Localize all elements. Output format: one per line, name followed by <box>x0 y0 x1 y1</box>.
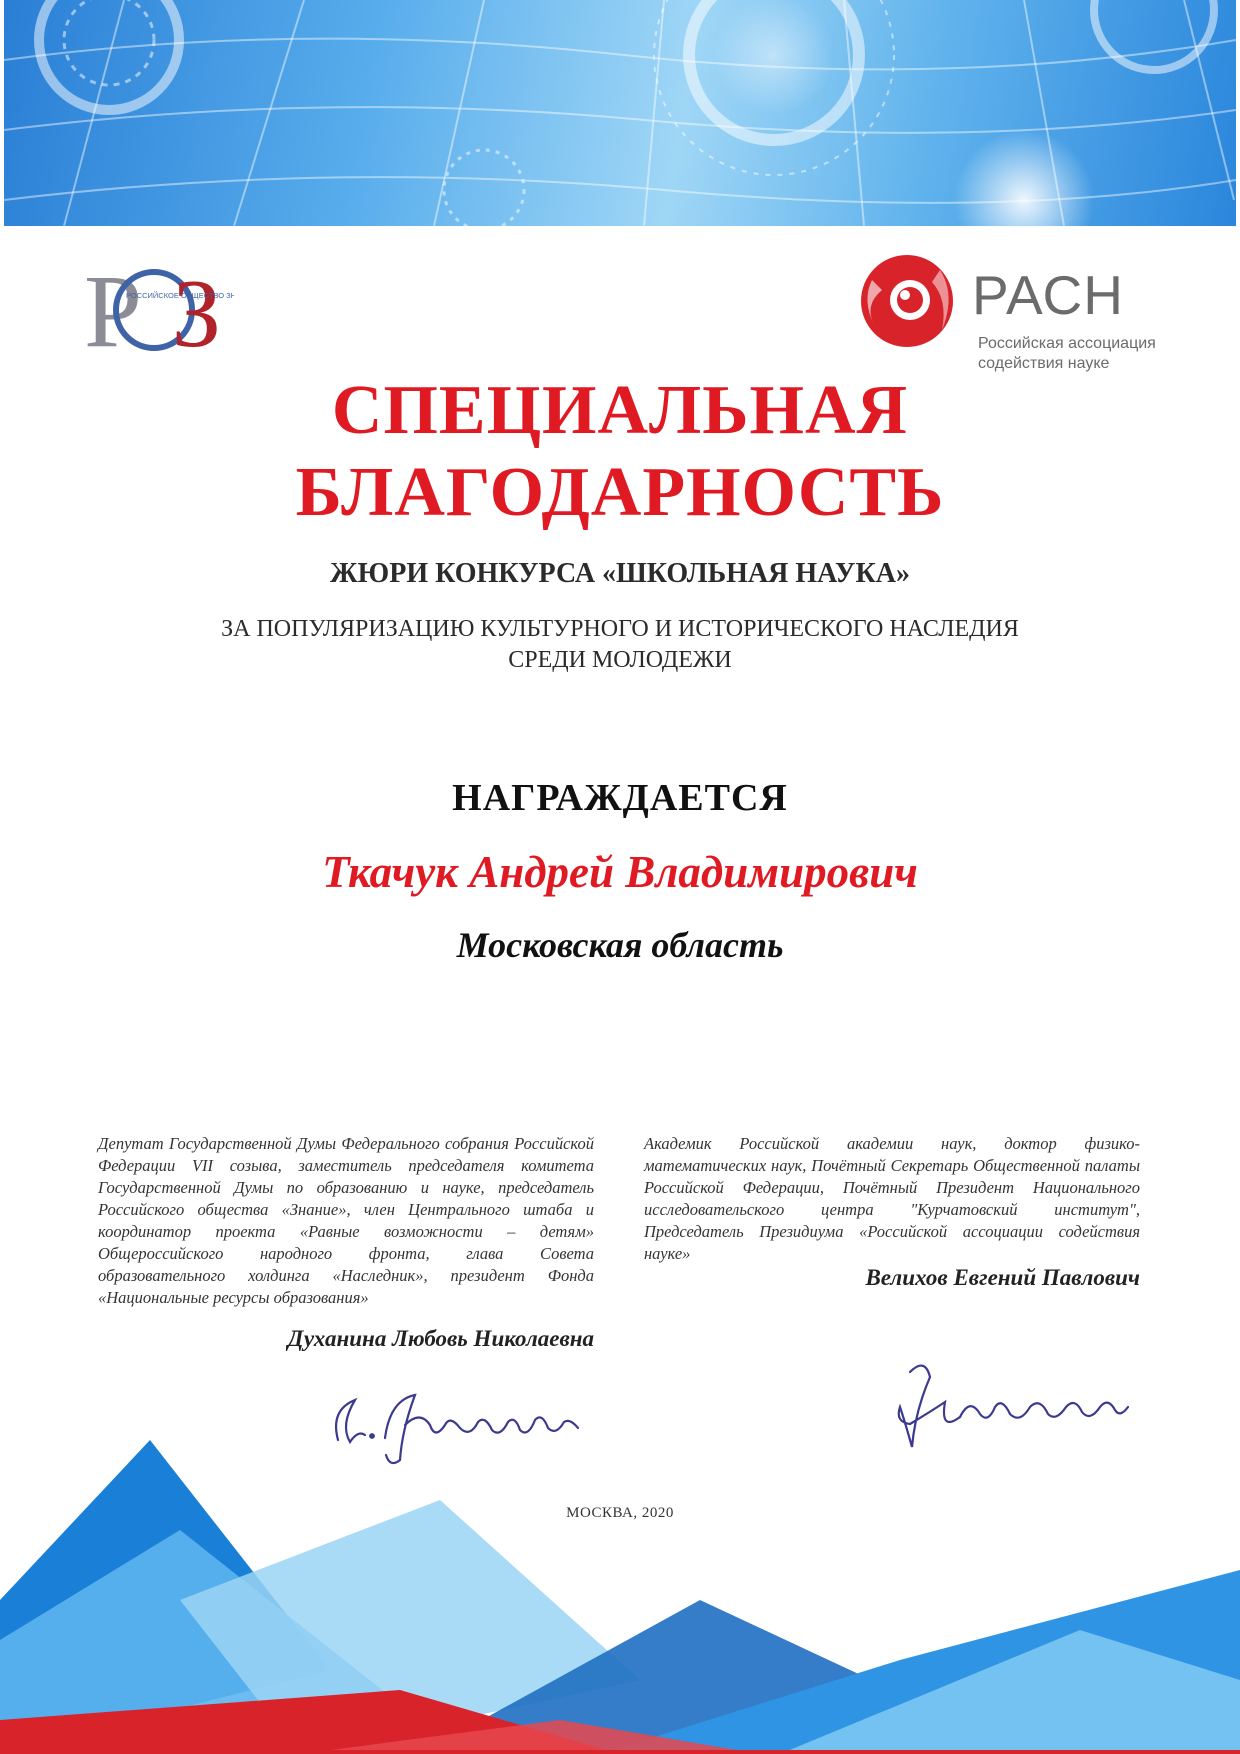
rasn-logo-emblem <box>852 250 962 352</box>
rasn-logo-name: РАСН <box>972 264 1124 326</box>
recipient-name: Ткачук Андрей Владимирович <box>322 847 918 897</box>
jury-heading: ЖЮРИ КОНКУРСА «ШКОЛЬНАЯ НАУКА» <box>330 558 910 589</box>
bottom-decoration <box>0 1420 1240 1754</box>
rasn-subtitle-line2: содействия науке <box>978 355 1110 372</box>
rasn-logo-subtitle <box>978 334 1198 374</box>
right-signatory-description: Академик Российской академии наук, доктор физико-математических наук, Почётный Секретарь Общественной палаты Российской Федерации, Почётный Президент Национального исследовательского центра "Курчатовский институт", Председатель Президиума «Российской ассоциации содействия науке» <box>644 1134 1140 1263</box>
certificate-title-line1: СПЕЦИАЛЬНАЯ <box>331 372 909 449</box>
rasn-subtitle-line1: Российская ассоциация <box>978 335 1156 352</box>
svg-text:Р: Р <box>84 262 142 356</box>
rozo-logo <box>84 262 234 356</box>
city-year: МОСКВА, 2020 <box>566 1505 674 1521</box>
rozo-logo-text: РОССИЙСКОЕ ОБЩЕСТВО ЗН <box>126 291 234 300</box>
recipient-region: Московская область <box>456 925 784 965</box>
certificate-title-line2: БЛАГОДАРНОСТЬ <box>295 454 945 531</box>
award-reason <box>100 614 1140 676</box>
award-reason-line2: СРЕДИ МОЛОДЕЖИ <box>508 647 732 673</box>
banner-graphic <box>4 0 1236 226</box>
svg-text:З: З <box>172 262 222 356</box>
award-reason-line1: ЗА ПОПУЛЯРИЗАЦИЮ КУЛЬТУРНОГО И ИСТОРИЧЕСКОГО НАСЛЕДИЯ <box>221 616 1019 642</box>
top-banner <box>4 0 1236 226</box>
left-signatory-description: Депутат Государственной Думы Федерального собрания Российской Федерации VII созыва, заместитель председателя комитета Государственной Думы по образованию и науке, председатель Российского общества «Знание», член Центрального штаба и координатор проекта «Равные возможности – детям» Общероссийского народного фронта, глава Совета образовательного холдинга «Наследник», президент Фонда «Национальные ресурсы образования» <box>98 1134 594 1307</box>
right-signatory-name: Велихов Евгений Павлович <box>865 1265 1140 1290</box>
left-signatory-name: Духанина Любовь Николаевна <box>287 1326 594 1351</box>
awarded-label: НАГРАЖДАЕТСЯ <box>452 777 788 819</box>
